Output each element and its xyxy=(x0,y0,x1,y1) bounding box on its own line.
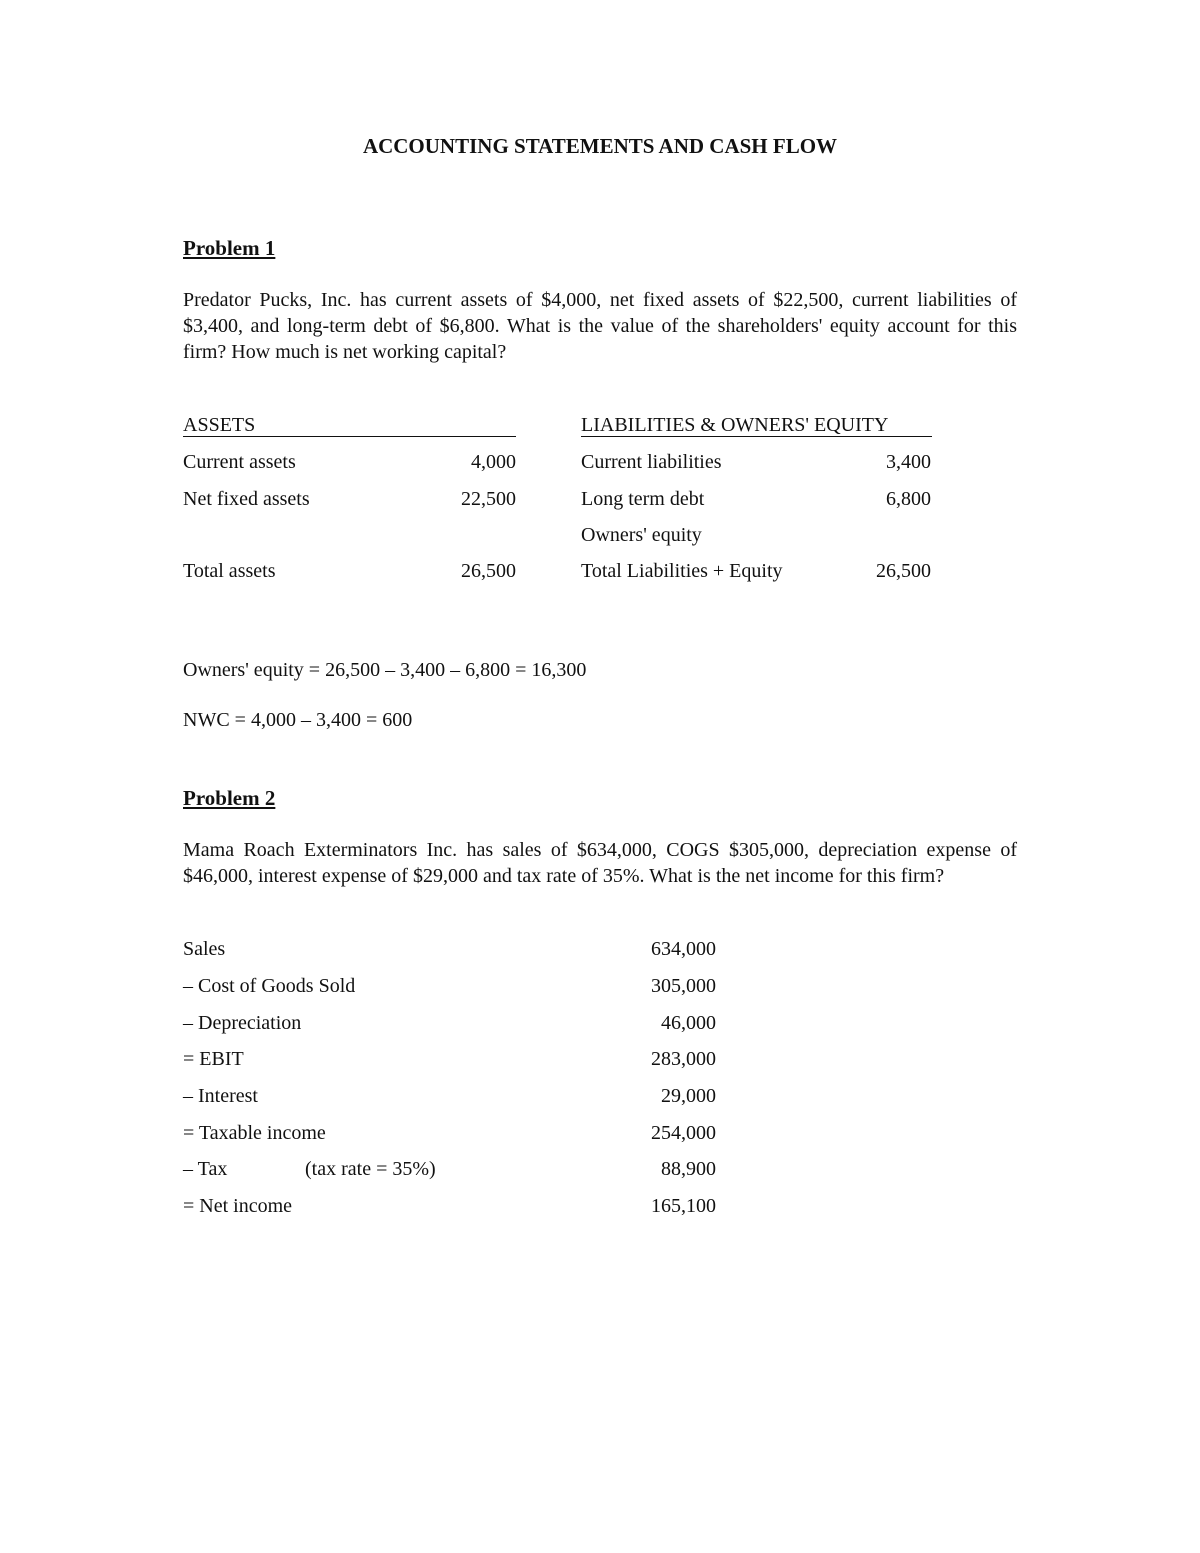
problem-1-text: Predator Pucks, Inc. has current assets of $4,000, net fixed assets of $22,500, current liabilities of $3,400, and long-term debt of $6,800. What is the value of the shareholders' equity account for this firm? How much is net working capital? xyxy=(183,289,1017,363)
assets-header: ASSETS xyxy=(183,414,256,436)
assets-row-value: 26,500 xyxy=(461,560,516,582)
income-row-label: = EBIT xyxy=(183,1048,244,1070)
nwc-calculation: NWC = 4,000 – 3,400 = 600 xyxy=(183,709,413,731)
assets-row-value: 4,000 xyxy=(471,451,516,473)
assets-header-rule xyxy=(183,436,516,437)
liabilities-header: LIABILITIES & OWNERS' EQUITY xyxy=(581,414,889,436)
liabilities-row-value: 26,500 xyxy=(876,560,931,582)
liabilities-row-label: Owners' equity xyxy=(581,524,702,546)
income-row-value: 29,000 xyxy=(661,1085,716,1107)
assets-row-label: Net fixed assets xyxy=(183,488,310,510)
assets-row-label: Current assets xyxy=(183,451,296,473)
income-row-label: = Taxable income xyxy=(183,1122,326,1144)
income-row-label: – Cost of Goods Sold xyxy=(183,975,356,997)
tax-rate-note: (tax rate = 35%) xyxy=(305,1158,436,1180)
liabilities-header-rule xyxy=(581,436,932,437)
liabilities-row-label: Long term debt xyxy=(581,488,705,510)
income-row-label: – Depreciation xyxy=(183,1012,302,1034)
income-row-label: – Interest xyxy=(183,1085,258,1107)
assets-row-label: Total assets xyxy=(183,560,276,582)
owners-equity-calculation: Owners' equity = 26,500 – 3,400 – 6,800 = 16,300 xyxy=(183,659,587,681)
assets-row-value: 22,500 xyxy=(461,488,516,510)
income-row-value: 165,100 xyxy=(651,1195,716,1217)
problem-1-heading: Problem 1 xyxy=(183,236,276,260)
problem-2-heading: Problem 2 xyxy=(183,786,276,810)
income-row-value: 283,000 xyxy=(651,1048,716,1070)
liabilities-row-label: Total Liabilities + Equity xyxy=(581,560,783,582)
liabilities-row-label: Current liabilities xyxy=(581,451,722,473)
income-row-label: – Tax xyxy=(183,1158,228,1180)
document-title: ACCOUNTING STATEMENTS AND CASH FLOW xyxy=(362,134,838,158)
income-row-value: 305,000 xyxy=(651,975,716,997)
income-row-value: 254,000 xyxy=(651,1122,716,1144)
income-row-value: 46,000 xyxy=(661,1012,716,1034)
liabilities-row-value: 3,400 xyxy=(886,451,931,473)
liabilities-row-value: 6,800 xyxy=(886,488,931,510)
income-row-value: 634,000 xyxy=(651,938,716,960)
income-row-label: Sales xyxy=(183,938,226,960)
problem-2-text: Mama Roach Exterminators Inc. has sales of $634,000, COGS $305,000, depreciation expense of $46,000, interest expense of $29,000 and tax rate of 35%. What is the net income for this firm? xyxy=(183,839,1017,887)
income-row-value: 88,900 xyxy=(661,1158,716,1180)
income-row-label: = Net income xyxy=(183,1195,293,1217)
